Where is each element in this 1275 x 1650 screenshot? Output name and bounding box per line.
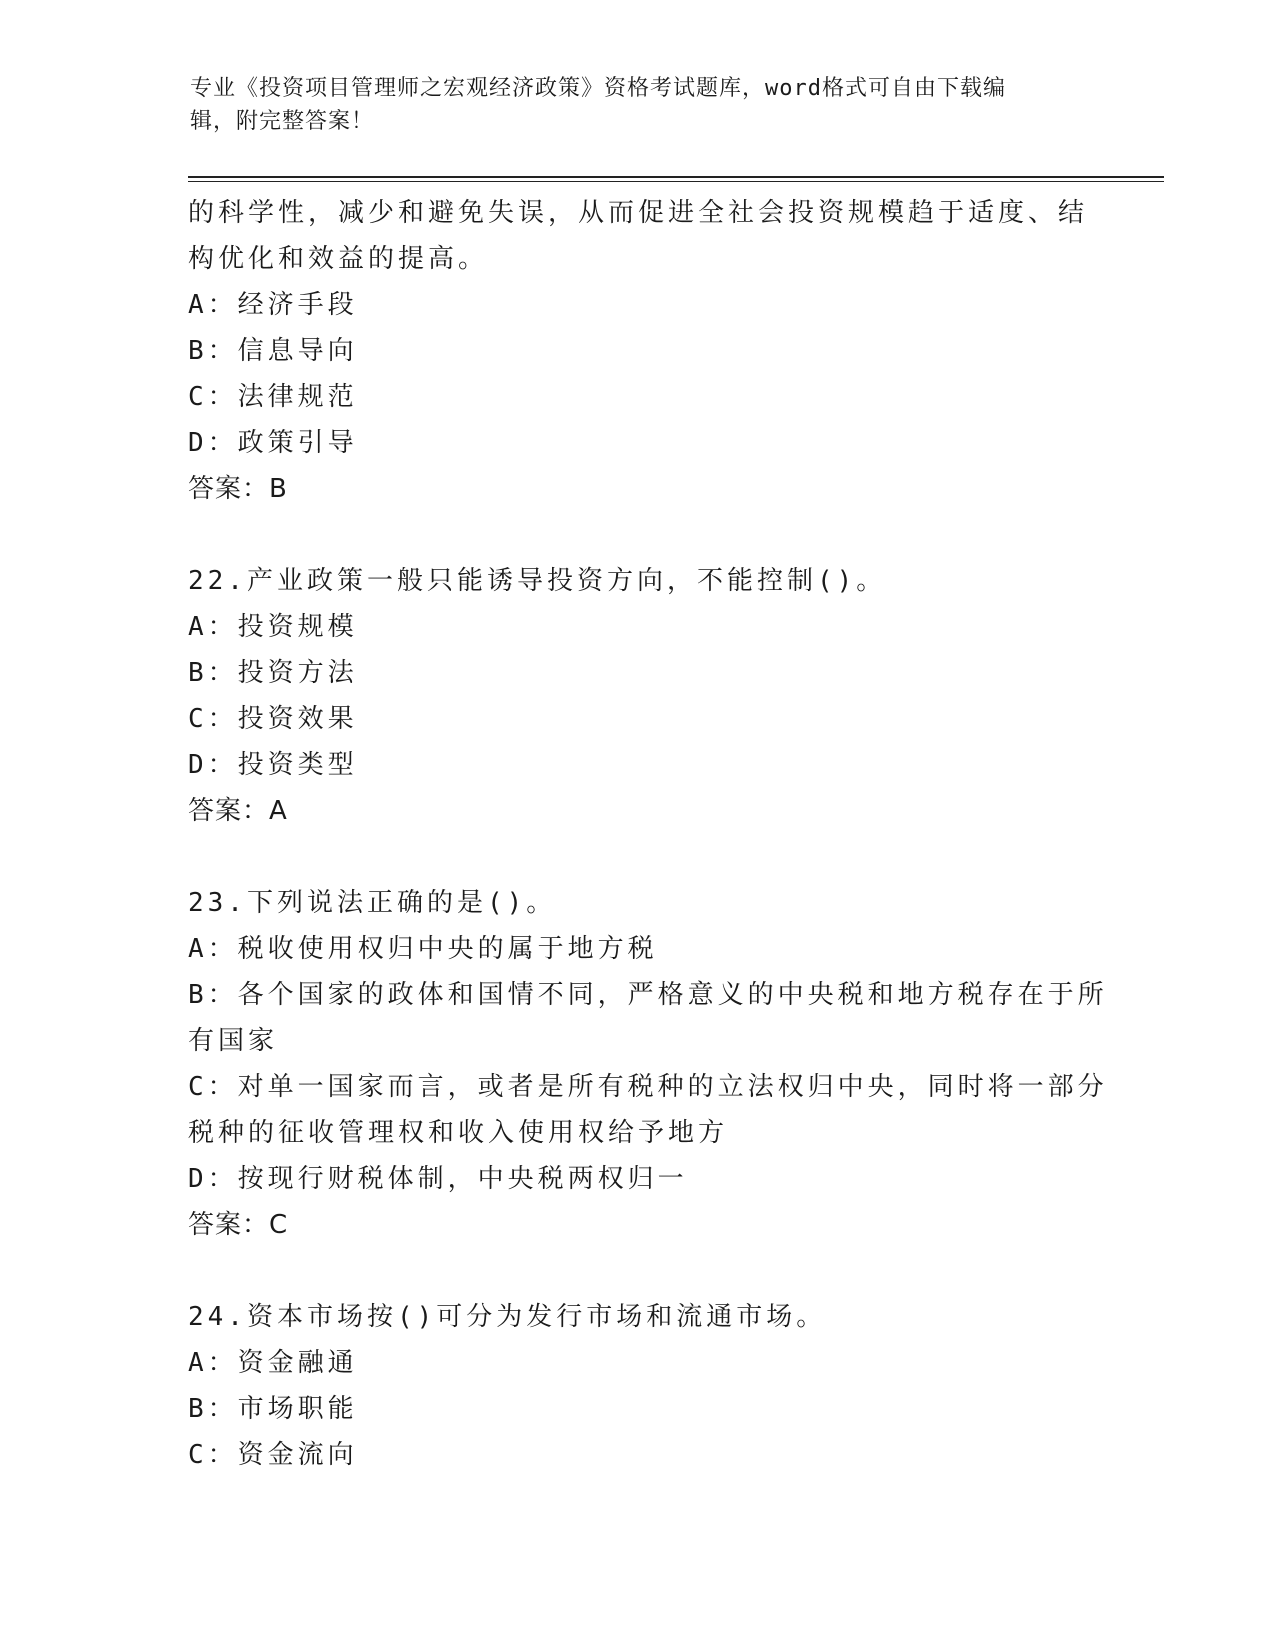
option-b: B：各个国家的政体和国情不同，严格意义的中央税和地方税存在于所: [188, 980, 1108, 1010]
option-b: B：信息导向: [188, 336, 358, 366]
option-a: A：税收使用权归中央的属于地方税: [188, 934, 658, 964]
question-24: [188, 1294, 1088, 1478]
question-22: [188, 558, 1088, 834]
option-c-continued: 税种的征收管理权和收入使用权给予地方: [188, 1118, 729, 1148]
option-d: D：按现行财税体制，中央税两权归一: [188, 1164, 688, 1194]
page-header: [190, 72, 1090, 138]
question-23: [188, 880, 1108, 1248]
option-b: B：投资方法: [188, 658, 358, 688]
spacer: [188, 1248, 1088, 1294]
option-a: A：经济手段: [188, 290, 358, 320]
question-stem: 24.资本市场按()可分为发行市场和流通市场。: [188, 1302, 827, 1332]
question-content: [188, 190, 1108, 1478]
option-a: A：投资规模: [188, 612, 358, 642]
answer-line: 答案：B: [188, 474, 288, 504]
option-c: C：投资效果: [188, 704, 358, 734]
option-c: C：对单一国家而言，或者是所有税种的立法权归中央，同时将一部分: [188, 1072, 1108, 1102]
option-d: D：政策引导: [188, 428, 358, 458]
spacer: [188, 512, 1088, 558]
question-text-line: 的科学性，减少和避免失误，从而促进全社会投资规模趋于适度、结: [188, 198, 1089, 228]
option-c: C：资金流向: [188, 1440, 358, 1470]
question-continued: [188, 190, 1088, 512]
question-stem: 22.产业政策一般只能诱导投资方向，不能控制()。: [188, 566, 887, 596]
question-text-line: 构优化和效益的提高。: [188, 244, 489, 274]
header-line-2: 辑，附完整答案！: [190, 109, 375, 134]
answer-line: 答案：A: [188, 796, 288, 826]
answer-line: 答案：C: [188, 1210, 289, 1240]
option-b: B：市场职能: [188, 1394, 358, 1424]
option-b-continued: 有国家: [188, 1026, 279, 1056]
option-a: A：资金融通: [188, 1348, 358, 1378]
spacer: [188, 834, 1088, 880]
header-rule-thin: [188, 181, 1164, 182]
question-stem: 23.下列说法正确的是()。: [188, 888, 557, 918]
header-line-1: 专业《投资项目管理师之宏观经济政策》资格考试题库，word格式可自由下载编: [190, 76, 1006, 101]
header-rule-thick: [188, 176, 1164, 178]
option-c: C：法律规范: [188, 382, 358, 412]
option-d: D：投资类型: [188, 750, 358, 780]
